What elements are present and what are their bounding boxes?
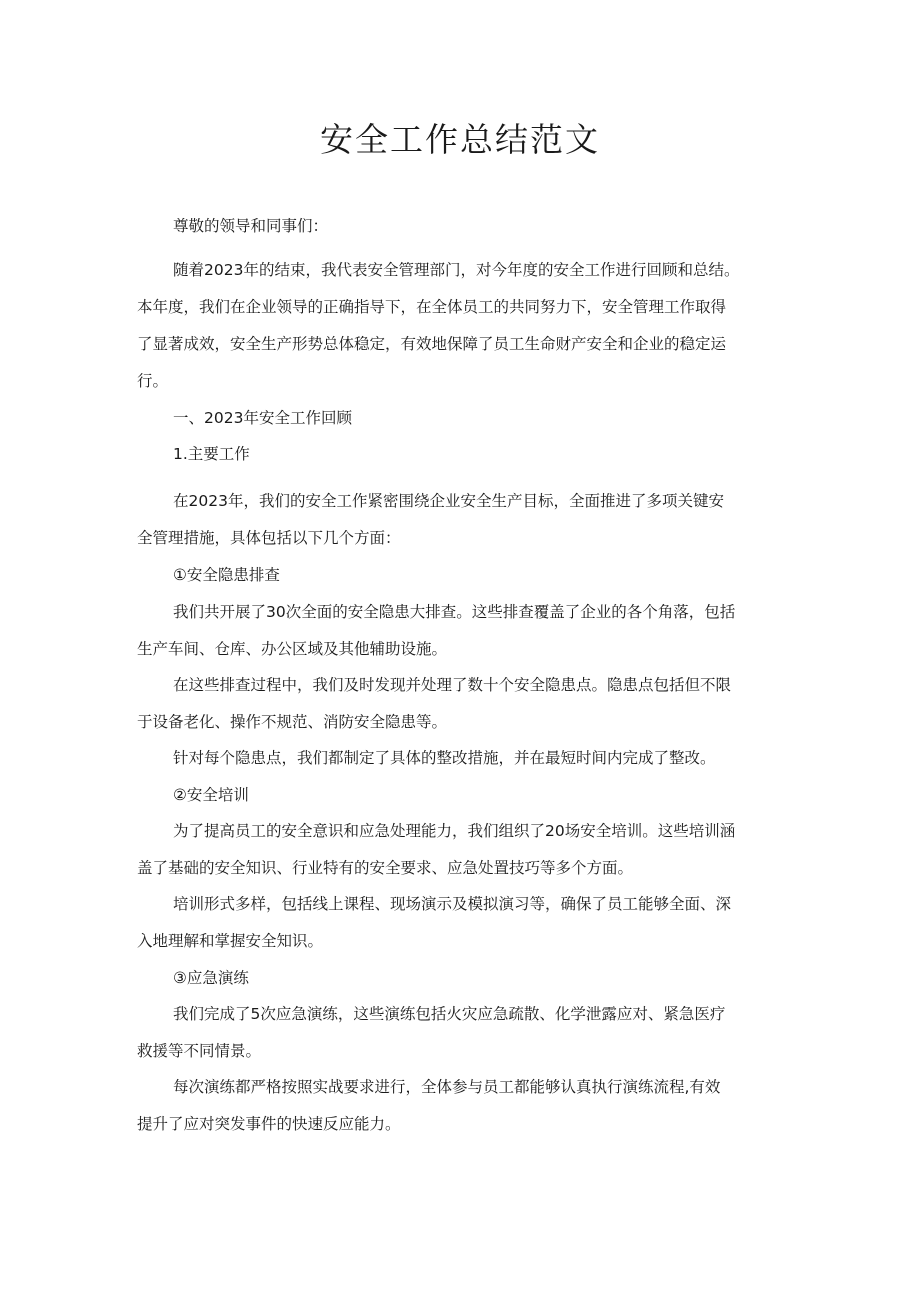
section-heading-review: 一、2023年安全工作回顾 [173,409,352,427]
intro-line-3: 了显著成效，安全生产形势总体稳定，有效地保障了员工生命财产安全和企业的稳定运 [137,335,727,353]
training-p1-line-2: 盖了基础的安全知识、行业特有的安全要求、应急处置技巧等多个方面。 [137,859,634,877]
intro-line-2: 本年度，我们在企业领导的正确指导下，在全体员工的共同努力下，安全管理工作取得 [137,298,727,316]
drill-paragraph-1 [137,996,792,1070]
hazard-p1-line-1: 我们共开展了30次全面的安全隐患大排查。这些排查覆盖了企业的各个角落，包括 [173,603,736,621]
main-work-paragraph [137,483,792,557]
hazard-p1-line-2: 生产车间、仓库、办公区域及其他辅助设施。 [137,640,448,658]
hazard-paragraph-3: 针对每个隐患点，我们都制定了具体的整改措施，并在最短时间内完成了整改。 [173,749,716,767]
training-paragraph-1 [137,813,792,887]
drill-paragraph-2 [137,1069,792,1143]
drill-p1-line-1: 我们完成了5次应急演练，这些演练包括火灾应急疏散、化学泄露应对、紧急医疗 [173,1005,726,1023]
item-heading-emergency-drill: ③应急演练 [173,969,249,987]
hazard-p2-line-2: 于设备老化、操作不规范、消防安全隐患等。 [137,713,448,731]
hazard-paragraph-2 [137,667,792,741]
drill-p2-line-1: 每次演练都严格按照实战要求进行，全体参与员工都能够认真执行演练流程,有效 [173,1078,721,1096]
hazard-paragraph-1 [137,594,792,668]
drill-p1-line-2: 救援等不同情景。 [137,1042,262,1060]
hazard-p2-line-1: 在这些排查过程中，我们及时发现并处理了数十个安全隐患点。隐患点包括但不限 [173,676,732,694]
main-work-line-1: 在2023年，我们的安全工作紧密围绕企业安全生产目标，全面推进了多项关键安 [173,492,724,510]
intro-line-4: 行。 [137,372,169,390]
intro-line-1: 随着2023年的结束，我代表安全管理部门，对今年度的安全工作进行回顾和总结。 [173,261,740,279]
item-heading-hazard-inspection: ①安全隐患排查 [173,566,280,584]
training-p2-line-1: 培训形式多样，包括线上课程、现场演示及模拟演习等，确保了员工能够全面、深 [173,895,732,913]
training-p2-line-2: 入地理解和掌握安全知识。 [137,932,324,950]
drill-p2-line-2: 提升了应对突发事件的快速反应能力。 [137,1115,401,1133]
salutation: 尊敬的领导和同事们： [173,217,329,235]
subsection-heading-main-work: 1.主要工作 [173,445,250,463]
intro-paragraph [137,252,792,400]
item-heading-safety-training: ②安全培训 [173,786,249,804]
training-paragraph-2 [137,886,792,960]
document-title: 安全工作总结范文 [320,120,600,159]
training-p1-line-1: 为了提高员工的安全意识和应急处理能力，我们组织了20场安全培训。这些培训涵 [173,822,736,840]
main-work-line-2: 全管理措施，具体包括以下几个方面： [137,529,401,547]
